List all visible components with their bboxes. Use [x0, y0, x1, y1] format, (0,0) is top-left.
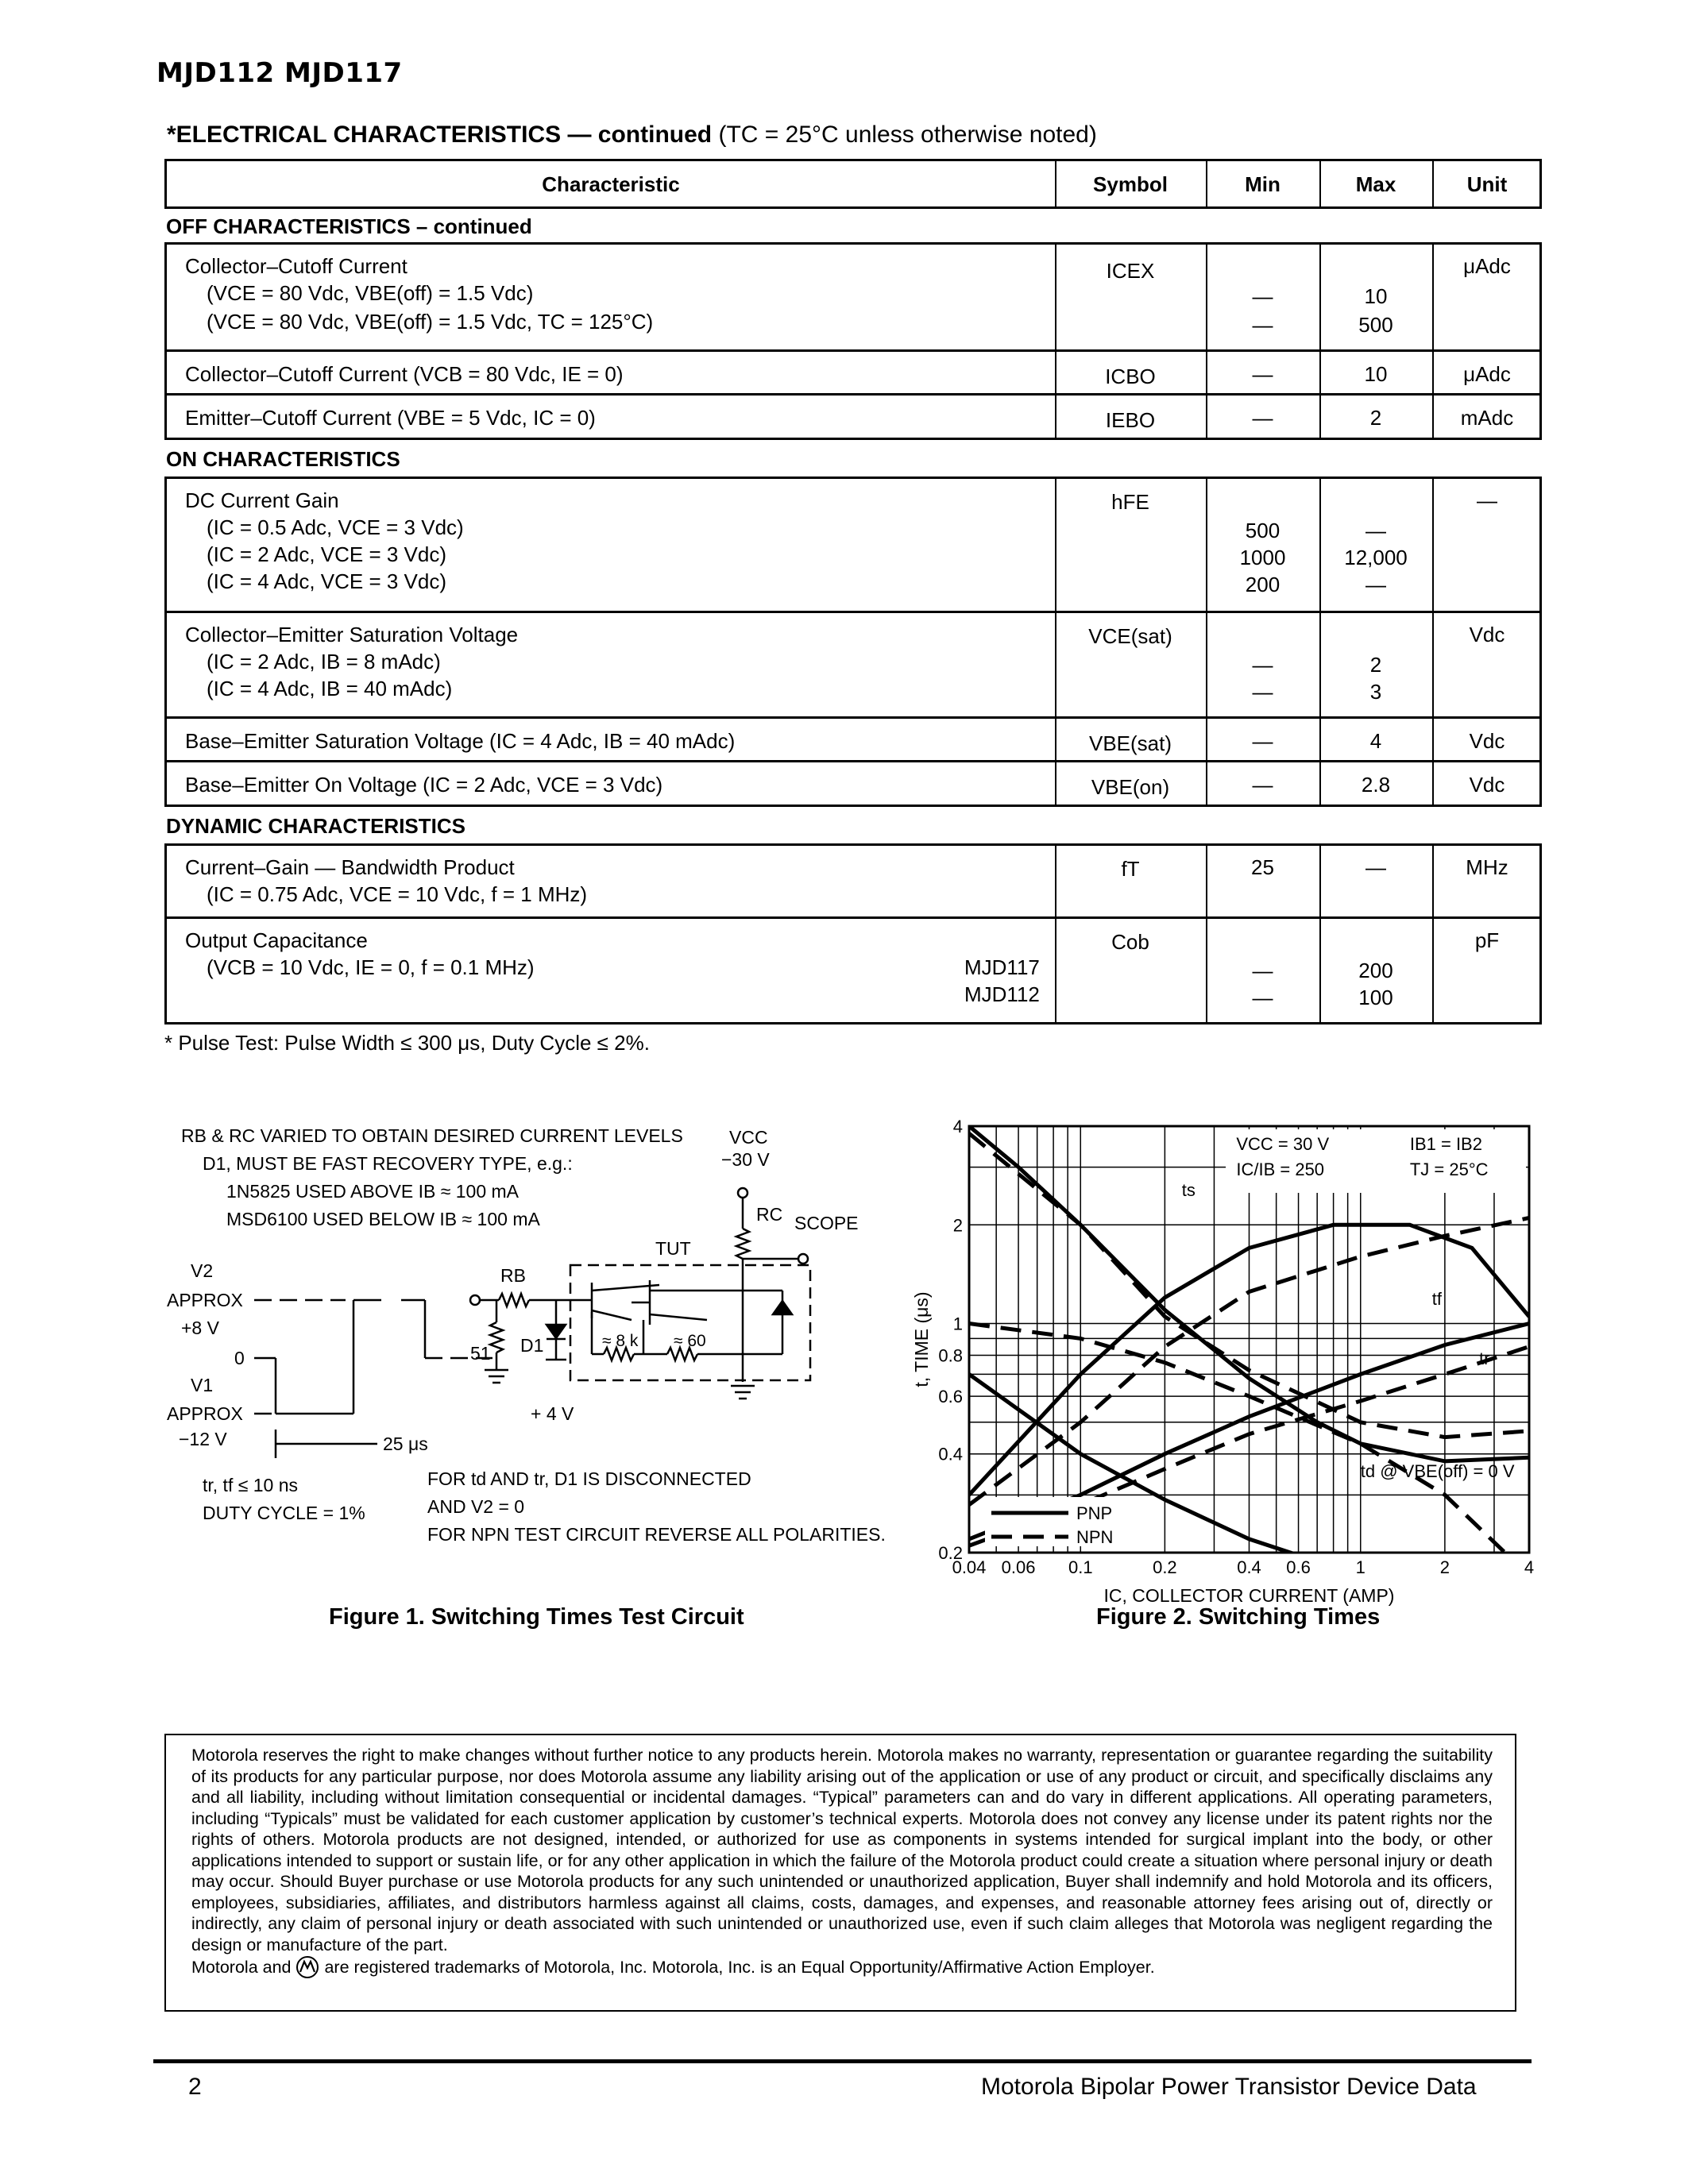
d1-label: D1 [520, 1335, 544, 1356]
duty-cycle-note: DUTY CYCLE = 1% [203, 1503, 365, 1523]
min-value: — [1252, 362, 1273, 386]
legend-label: NPN [1076, 1527, 1114, 1547]
on-characteristics-heading: ON CHARACTERISTICS [166, 447, 400, 471]
unit: mAdc [1460, 406, 1514, 430]
min-value: — [1252, 773, 1273, 797]
unit: MHz [1466, 855, 1508, 879]
off-characteristics-heading: OFF CHARACTERISTICS – continued [166, 214, 532, 238]
char-cond: (IC = 0.5 Adc, VCE = 3 Vdc) [207, 515, 464, 539]
char-cond: (IC = 4 Adc, IB = 40 mAdc) [207, 677, 453, 700]
chart-annotation: VCC = 30 V [1236, 1134, 1330, 1154]
max-value: 12,000 [1344, 546, 1408, 569]
part-number-header: MJD112 MJD117 [156, 57, 403, 89]
y-axis-label: t, TIME (μs) [911, 1291, 932, 1387]
max-value: 2 [1369, 406, 1382, 430]
min-value: — [1252, 729, 1273, 753]
char-name: Collector–Cutoff Current [185, 254, 408, 278]
r51-label: 51 [470, 1343, 491, 1364]
unit: Vdc [1469, 773, 1505, 797]
x-tick-label: 0.2 [1153, 1557, 1177, 1577]
device-label: MJD112 [964, 982, 1040, 1006]
symbol: VBE(sat) [1088, 731, 1172, 755]
min-value: — [1252, 284, 1273, 308]
scope-label: SCOPE [794, 1213, 859, 1233]
symbol: ICBO [1105, 365, 1156, 388]
char-cond: (IC = 2 Adc, IB = 8 mAdc) [207, 650, 441, 673]
unit: μAdc [1463, 254, 1511, 278]
symbol: hFE [1111, 490, 1149, 514]
x-tick-label: 0.4 [1237, 1557, 1261, 1577]
circuit-note-rb-rc: RB & RC VARIED TO OBTAIN DESIRED CURRENT LEVELS [181, 1125, 683, 1146]
legend-label: PNP [1076, 1503, 1113, 1523]
unit: — [1477, 488, 1497, 512]
min-value: 25 [1251, 855, 1274, 879]
table-row-vcesat [164, 611, 1542, 719]
table-row-vbeon [164, 760, 1542, 807]
motorola-logo-icon [295, 1955, 319, 1979]
figure1-caption: Figure 1. Switching Times Test Circuit [329, 1604, 744, 1630]
char-name: DC Current Gain [185, 488, 339, 512]
min-value: — [1252, 313, 1273, 337]
char-cond: (IC = 2 Adc, VCE = 3 Vdc) [207, 542, 447, 566]
rb-label: RB [500, 1265, 526, 1286]
char-cond: (VCE = 80 Vdc, VBE(off) = 1.5 Vdc) [207, 281, 534, 305]
y-tick-label: 1 [952, 1314, 963, 1334]
section-title-bold: *ELECTRICAL CHARACTERISTICS — continued [167, 122, 713, 148]
v1-approx: APPROX [167, 1403, 243, 1424]
r8k-label: ≈ 8 k [602, 1332, 639, 1350]
table-row-icbo [164, 349, 1542, 396]
symbol: fT [1121, 857, 1140, 881]
y-tick-label: 4 [952, 1117, 963, 1136]
max-value: — [1365, 573, 1386, 596]
min-value: 500 [1245, 519, 1280, 542]
vcc-label: VCC [729, 1127, 768, 1148]
char-cond: (IC = 0.75 Adc, VCE = 10 Vdc, f = 1 MHz) [207, 882, 588, 906]
circuit-note-1n5825: 1N5825 USED ABOVE IB ≈ 100 mA [226, 1181, 520, 1202]
x-tick-label: 0.06 [1001, 1557, 1036, 1577]
chart-annotation: IB1 = IB2 [1409, 1134, 1482, 1154]
x-tick-label: 4 [1524, 1557, 1535, 1577]
symbol: Cob [1111, 930, 1149, 954]
max-value: 3 [1369, 680, 1382, 704]
trademark-post: are registered trademarks of Motorola, Inc. Motorola, Inc. is an Equal Opportunity/Affirmative Action Employer. [324, 1958, 1155, 1977]
col-min: Min [1245, 172, 1280, 196]
x-axis-label: IC, COLLECTOR CURRENT (AMP) [1103, 1585, 1395, 1606]
v2-zero-note: AND V2 = 0 [427, 1496, 525, 1517]
col-symbol: Symbol [1093, 172, 1168, 196]
symbol: ICEX [1106, 259, 1155, 283]
col-characteristic: Characteristic [542, 172, 680, 196]
max-value: 200 [1358, 959, 1393, 982]
unit: Vdc [1469, 623, 1505, 646]
col-max: Max [1355, 172, 1396, 196]
dynamic-characteristics-heading: DYNAMIC CHARACTERISTICS [166, 814, 465, 838]
max-value: 2.8 [1361, 773, 1391, 797]
char-name: Collector–Emitter Saturation Voltage [185, 623, 519, 646]
pulse-test-footnote: * Pulse Test: Pulse Width ≤ 300 μs, Duty Cycle ≤ 2%. [164, 1031, 650, 1055]
figure2-caption: Figure 2. Switching Times [1096, 1604, 1381, 1630]
max-value: 10 [1364, 362, 1388, 386]
min-value: — [1252, 986, 1273, 1009]
min-value: 1000 [1239, 546, 1286, 569]
chart-annotation: ts [1181, 1180, 1196, 1200]
v2-approx: APPROX [167, 1290, 243, 1310]
max-value: 10 [1364, 284, 1388, 308]
char-name: Emitter–Cutoff Current (VBE = 5 Vdc, IC = 0) [185, 406, 596, 430]
plus4v-label: + 4 V [531, 1403, 574, 1424]
v2-value: +8 V [181, 1318, 219, 1338]
tut-label: TUT [655, 1238, 691, 1259]
char-name: Collector–Cutoff Current (VCB = 80 Vdc, IE = 0) [185, 362, 624, 386]
table-row-ft [164, 843, 1542, 919]
char-name: Output Capacitance [185, 928, 368, 952]
v1-label: V1 [191, 1375, 214, 1395]
unit: pF [1474, 928, 1500, 952]
rise-fall-note: tr, tf ≤ 10 ns [203, 1475, 299, 1495]
npn-note: FOR NPN TEST CIRCUIT REVERSE ALL POLARITIES. [427, 1524, 886, 1545]
characteristics-table [164, 159, 1542, 1055]
char-name: Current–Gain — Bandwidth Product [185, 855, 515, 879]
y-tick-label: 2 [952, 1215, 963, 1236]
zero-label: 0 [234, 1348, 245, 1368]
legal-disclaimer [164, 1734, 1516, 2012]
pulse-width-label: 25 μs [383, 1433, 428, 1454]
char-cond: (VCB = 10 Vdc, IE = 0, f = 0.1 MHz) [207, 955, 535, 979]
table-row-icex [164, 242, 1542, 352]
max-value: 4 [1369, 729, 1382, 753]
symbol: VBE(on) [1091, 775, 1170, 799]
switching-test-circuit [159, 1112, 890, 1545]
table-row-vbesat [164, 716, 1542, 762]
vcc-value: −30 V [721, 1149, 770, 1170]
v1-value: −12 V [179, 1429, 227, 1449]
y-tick-label: 0.8 [938, 1345, 963, 1366]
section-title [167, 122, 1097, 149]
r60-label: ≈ 60 [674, 1332, 706, 1350]
unit: μAdc [1463, 362, 1511, 386]
circuit-note-msd6100: MSD6100 USED BELOW IB ≈ 100 mA [226, 1209, 540, 1229]
table-row-hfe [164, 477, 1542, 613]
min-value: — [1252, 959, 1273, 982]
x-tick-label: 0.1 [1068, 1557, 1093, 1577]
char-name: Base–Emitter On Voltage (IC = 2 Adc, VCE = 3 Vdc) [185, 773, 663, 797]
table-header-row [164, 159, 1542, 209]
table-row-cob [164, 916, 1542, 1024]
max-value: 2 [1369, 653, 1382, 677]
max-value: — [1365, 519, 1386, 542]
min-value: — [1252, 406, 1273, 430]
min-value: 200 [1245, 573, 1280, 596]
max-value: 100 [1358, 986, 1393, 1009]
circuit-note-d1: D1, MUST BE FAST RECOVERY TYPE, e.g.: [203, 1153, 573, 1174]
x-tick-label: 1 [1355, 1557, 1365, 1577]
char-cond: (IC = 4 Adc, VCE = 3 Vdc) [207, 569, 447, 593]
rc-label: RC [756, 1204, 783, 1225]
publication-title: Motorola Bipolar Power Transistor Device Data [981, 2074, 1477, 2100]
td-tr-note: FOR td AND tr, D1 IS DISCONNECTED [427, 1468, 751, 1489]
table-row-iebo [164, 393, 1542, 440]
v2-label: V2 [191, 1260, 214, 1281]
y-tick-label: 0.4 [938, 1444, 963, 1464]
y-tick-label: 0.2 [938, 1543, 963, 1563]
disclaimer-text: Motorola reserves the right to make changes without further notice to any products herein. Motorola makes no warranty, representation or guarantee regarding the suitability of its products for any particular purpose, nor does Motorola assume any liability arising out of the application or use of any product or circuit, and specifically disclaims any and all liability, including without limitation consequential or incidental damages. “Typical” parameters can and do vary in different applications. All operating parameters, including “Typicals” must be validated for each customer application by customer’s technical experts. Motorola does not convey any license under its patent rights nor the rights of others. Motorola products are not designed, intended, or authorized for use as components in systems intended for surgical implant into the body, or other applications intended to support or sustain life, or for any other application in which the failure of the Motorola product could create a situation where personal injury or death may occur. Should Buyer purchase or use Motorola products for any such unintended or unauthorized application, Buyer shall indemnify and hold Motorola and its officers, employees, subsidiaries, affiliates, and distributors harmless against all claims, costs, damages, and expenses, and reasonable attorney fees arising out of, directly or indirectly, any claim of personal injury or death associated with such unintended or unauthorized use, even if such claim alleges that Motorola was negligent regarding the design or manufacture of the part. [191, 1746, 1493, 1954]
col-unit: Unit [1466, 172, 1508, 196]
x-tick-label: 0.6 [1286, 1557, 1311, 1577]
unit: Vdc [1469, 729, 1505, 753]
chart-annotation: TJ = 25°C [1409, 1160, 1489, 1179]
min-value: — [1252, 680, 1273, 704]
symbol: VCE(sat) [1088, 624, 1172, 648]
page-number: 2 [188, 2074, 202, 2100]
y-tick-label: 0.6 [938, 1387, 963, 1407]
chart-annotation: tr [1478, 1349, 1490, 1368]
section-title-note: (TC = 25°C unless otherwise noted) [718, 122, 1097, 148]
footer-rule [153, 2059, 1532, 2063]
min-value: — [1252, 653, 1273, 677]
char-cond: (VCE = 80 Vdc, VBE(off) = 1.5 Vdc, TC = 125°C) [207, 310, 654, 334]
max-value: — [1365, 855, 1386, 879]
symbol: IEBO [1105, 408, 1156, 432]
trademark-pre: Motorola and [191, 1958, 292, 1977]
device-label: MJD117 [964, 955, 1040, 979]
char-name: Base–Emitter Saturation Voltage (IC = 4 Adc, IB = 40 mAdc) [185, 729, 736, 753]
x-tick-label: 0.04 [952, 1557, 987, 1577]
chart-annotation: tf [1431, 1289, 1442, 1309]
x-tick-label: 2 [1439, 1557, 1450, 1577]
chart-annotation: IC/IB = 250 [1236, 1160, 1325, 1179]
chart-annotation: td @ VBE(off) = 0 V [1360, 1461, 1515, 1481]
max-value: 500 [1358, 313, 1393, 337]
switching-times-chart [874, 1112, 1541, 1606]
